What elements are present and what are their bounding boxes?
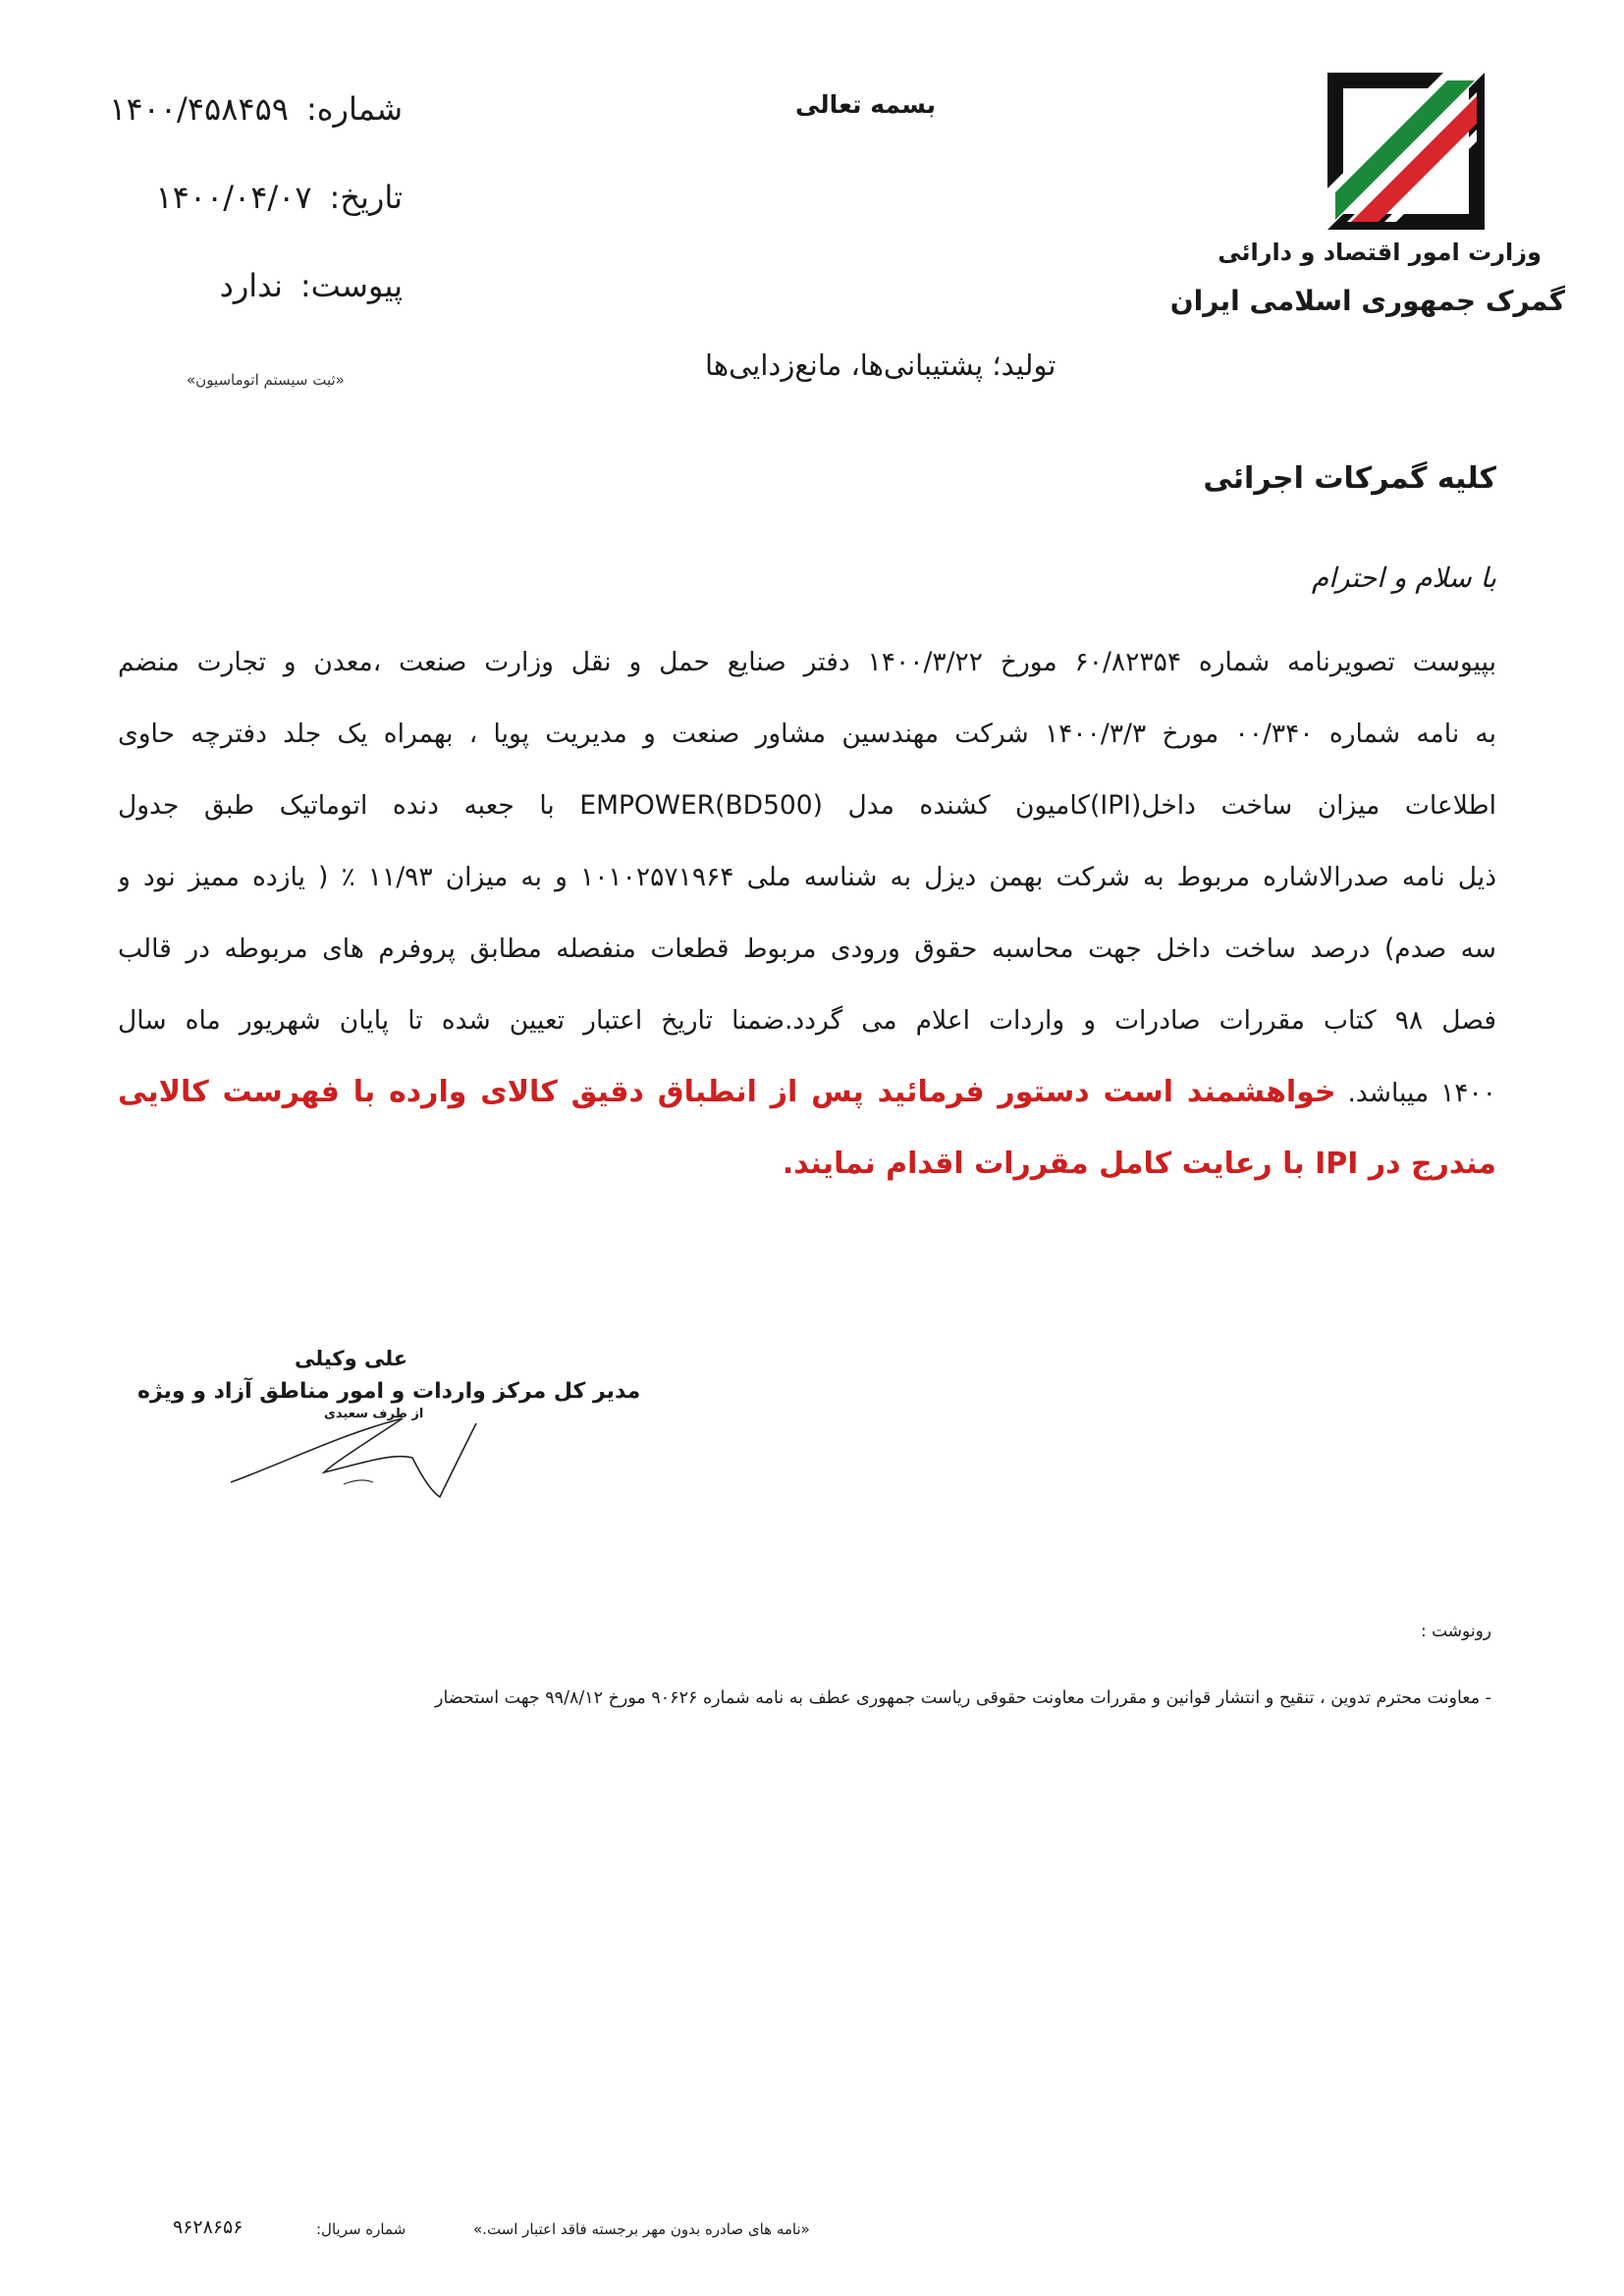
letter-date-value: ۱۴۰۰/۰۴/۰۷ — [155, 179, 312, 216]
letter-date-label: تاریخ: — [329, 179, 403, 216]
body-line: سه صدم) درصد ساخت داخل جهت محاسبه حقوق ورودی مربوط قطعات منفصله مطابق پروفرم های مربوطه در قالب — [118, 934, 1496, 964]
letter-date — [88, 179, 403, 216]
letter-number — [88, 90, 403, 128]
footer-validity-note: «نامه های صادره بدون مهر برجسته فاقد اعتبار است.» — [473, 2220, 810, 2238]
emphasis-text: مندرج در IPI با رعایت کامل مقررات اقدام نمایند. — [782, 1147, 1496, 1181]
emphasis-text: خواهشمند است دستور فرمائید پس از انطباق دقیق کالای وارده با فهرست کالایی — [118, 1075, 1336, 1109]
body-line: اطلاعات میزان ساخت داخل(IPI)کامیون کشنده مدل EMPOWER(BD500) با جعبه دنده اتوماتیک طبق جدول — [118, 790, 1496, 821]
letter-attachment — [88, 267, 403, 304]
cc-recipient: - معاونت محترم تدوین ، تنقیح و انتشار قوانین و مقررات معاونت حقوقی ریاست جمهوری عطف به نامه شماره ۹۰۶۲۶ مورخ ۹۹/۸/۱۲ جهت استحضار — [435, 1688, 1491, 1708]
letter-body — [118, 626, 1496, 1200]
serial-value: ۹۶۲۸۶۵۶ — [173, 2216, 244, 2238]
recipient: کلیه گمرکات اجرائی — [1203, 461, 1496, 496]
salutation: با سلام و احترام — [1311, 561, 1496, 594]
body-line: ذیل نامه صدرالاشاره مربوط به شرکت بهمن دیزل به شناسه ملی ۱۰۱۰۲۵۷۱۹۶۴ و به میزان ۱۱/۹۳ ٪ ( یازده ممیز نود و — [118, 862, 1496, 892]
body-line: بپیوست تصویرنامه شماره ۶۰/۸۲۳۵۴ مورخ ۱۴۰۰/۳/۲۲ دفتر صنایع حمل و نقل وزارت صنعت ،معدن و تجارت منضم — [118, 647, 1496, 677]
body-line: به نامه شماره ۰۰/۳۴۰ مورخ ۱۴۰۰/۳/۳ شرکت مهندسین مشاور صنعت و مدیریت پویا ، بهمراه یک جلد دفترچه حاوی — [118, 719, 1496, 749]
attachment-label: پیوست: — [299, 267, 403, 304]
body-line — [118, 1056, 1496, 1128]
body-text: ۱۴۰۰ میباشد. — [1347, 1078, 1496, 1108]
signature-scribble-icon — [226, 1394, 501, 1512]
serial-label: شماره سریال: — [316, 2220, 406, 2238]
customs-logo-icon — [1327, 73, 1485, 230]
letter-number-label: شماره: — [305, 90, 403, 128]
automation-note: «ثبت سیستم اتوماسیون» — [187, 371, 345, 389]
letter-number-value: ۱۴۰۰/۴۵۸۴۵۹ — [109, 90, 289, 128]
cc-label: رونوشت : — [1420, 1622, 1491, 1641]
basmala-heading: بسمه تعالی — [795, 90, 937, 119]
signer-title: مدیر کل مرکز واردات و امور مناطق آزاد و ویژه — [137, 1379, 641, 1404]
body-line — [118, 1128, 1496, 1200]
body-line: فصل ۹۸ کتاب مقررات صادرات و واردات اعلام می گردد.ضمنا تاریخ اعتبار تعیین شده تا پایان شهریور ماه سال — [118, 1005, 1496, 1036]
ministry-name: وزارت امور اقتصاد و دارائی — [1218, 239, 1542, 266]
attachment-value: ندارد — [219, 267, 283, 304]
letter-subject: تولید؛ پشتیبانی‌ها، مانع‌زدایی‌ها — [705, 348, 1056, 382]
signer-behalf: از طرف سعیدی — [324, 1407, 424, 1421]
signer-name: علی وکیلی — [295, 1347, 408, 1370]
customs-org-name: گمرک جمهوری اسلامی ایران — [1169, 285, 1565, 317]
